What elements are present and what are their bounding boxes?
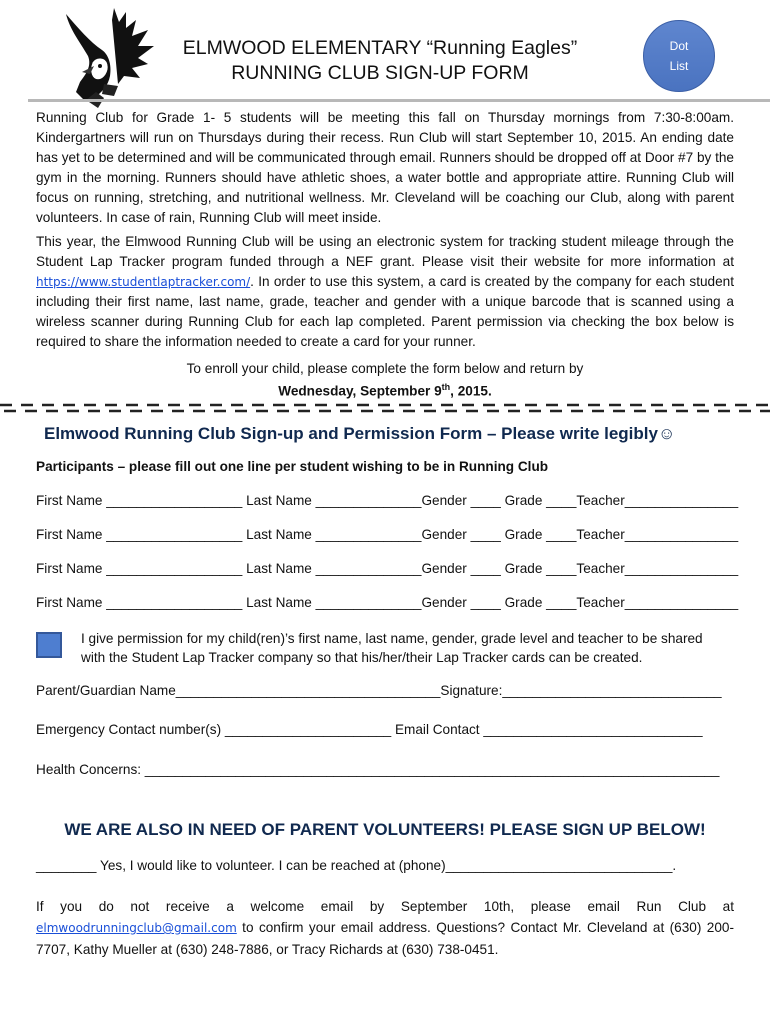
eagle-logo: [52, 6, 160, 114]
participant-row[interactable]: [36, 493, 739, 508]
gender-field[interactable]: Gender ____: [421, 595, 501, 610]
gender-field[interactable]: Gender ____: [421, 493, 501, 508]
permission-text: I give permission for my child(ren)’s first name, last name, gender, grade level and teacher to be shared with the Student Lap Tracker company so that his/her/their Lap Tracker cards can be created.: [81, 631, 703, 665]
header-divider: [28, 99, 770, 102]
volunteer-heading: WE ARE ALSO IN NEED OF PARENT VOLUNTEERS! PLEASE SIGN UP BELOW!: [64, 820, 706, 839]
deadline-year: , 2015.: [450, 383, 492, 399]
club-email-link[interactable]: elmwoodrunningclub@gmail.com: [36, 921, 237, 935]
teacher-field[interactable]: Teacher_______________: [576, 493, 739, 508]
deadline-suffix: th: [441, 382, 451, 392]
first-name-field[interactable]: First Name __________________: [36, 561, 243, 576]
parent-signature-field[interactable]: Parent/Guardian Name___________________________________Signature:_____________________________: [36, 683, 722, 698]
lap-tracker-link[interactable]: https://www.studentlaptracker.com/: [36, 275, 251, 289]
grade-field[interactable]: Grade ____: [500, 527, 577, 542]
dot-list-label-1: Dot: [669, 39, 689, 53]
first-name-field[interactable]: First Name __________________: [36, 595, 243, 610]
emergency-contact-field[interactable]: Emergency Contact number(s) ______________________ Email Contact _____________________________: [36, 722, 703, 737]
enroll-deadline: [36, 378, 734, 401]
participant-row[interactable]: [36, 595, 739, 610]
form-title: Elmwood Running Club Sign-up and Permission Form – Please write legibly☺: [44, 424, 676, 443]
gender-field[interactable]: Gender ____: [421, 527, 501, 542]
first-name-field[interactable]: First Name __________________: [36, 493, 243, 508]
gender-field[interactable]: Gender ____: [421, 561, 501, 576]
enroll-instructions: [36, 360, 734, 401]
page-title: [160, 36, 600, 86]
teacher-field[interactable]: Teacher_______________: [576, 595, 739, 610]
health-concerns-field[interactable]: Health Concerns: ____________________________________________________________________________: [36, 762, 720, 777]
grade-field[interactable]: Grade ____: [500, 561, 577, 576]
dot-list-label-2: List: [669, 59, 689, 73]
participant-row[interactable]: [36, 527, 739, 542]
footer-text-a: If you do not receive a welcome email by September 10th, please email Run Club at: [36, 899, 734, 914]
dot-list-badge[interactable]: [643, 20, 715, 92]
last-name-field[interactable]: Last Name ______________: [242, 527, 422, 542]
last-name-field[interactable]: Last Name ______________: [242, 493, 422, 508]
grade-field[interactable]: Grade ____: [500, 493, 577, 508]
deadline-date: Wednesday, September 9: [278, 383, 442, 399]
cut-line: [0, 402, 770, 416]
teacher-field[interactable]: Teacher_______________: [576, 527, 739, 542]
first-name-field[interactable]: First Name __________________: [36, 527, 243, 542]
title-line-1: ELMWOOD ELEMENTARY “Running Eagles”: [182, 37, 578, 59]
title-line-2: RUNNING CLUB SIGN-UP FORM: [231, 62, 529, 84]
volunteer-signup-field[interactable]: ________ Yes, I would like to volunteer. I can be reached at (phone)______________________________.: [36, 858, 677, 873]
intro-paragraph-1: Running Club for Grade 1- 5 students will be meeting this fall on Thursday mornings from 7:30-8:00am. Kindergartners will run on Thursdays during their recess. Run Club will start September 10, 2015. An ending date has yet to be determined and will be communicated through email. Runners should be dropped off at Door #7 by the gym in the morning. Runners should have athletic shoes, a water bottle and appropriate attire. Running Club will focus on running, stretching, and nutritional wellness. Mr. Cleveland will be coaching our Club, along with parent volunteers. In case of rain, Running Club will meet inside.: [36, 110, 734, 225]
participant-row[interactable]: [36, 561, 739, 576]
footer-text-b: to confirm your email address. Questions? Contact Mr. Cleveland at (630) 200-7707, Kathy Mueller at (630) 248-7886, or Tracy Richards at (630) 738-0451.: [36, 920, 734, 957]
intro-paragraph-2: [36, 232, 734, 352]
enroll-line-1: To enroll your child, please complete the form below and return by: [186, 361, 584, 376]
teacher-field[interactable]: Teacher_______________: [576, 561, 739, 576]
grade-field[interactable]: Grade ____: [500, 595, 577, 610]
intro-p2-text-a: This year, the Elmwood Running Club will be using an electronic system for tracking student mileage through the Student Lap Tracker program funded through a NEF grant. Please visit their website for more information at: [36, 234, 734, 269]
footer-contact: [36, 896, 734, 960]
intro-p2-text-b: . In order to use this system, a card is created by the company for each student including their first name, last name, grade, teacher and gender with a unique barcode that is scanned using a wireless scanner during Running Club for each lap completed. Parent permission via checking the box below is required to share the information needed to create a card for your runner.: [36, 274, 734, 349]
permission-checkbox[interactable]: [36, 632, 62, 658]
last-name-field[interactable]: Last Name ______________: [242, 595, 422, 610]
participants-instruction: Participants – please fill out one line per student wishing to be in Running Club: [36, 459, 549, 474]
last-name-field[interactable]: Last Name ______________: [242, 561, 422, 576]
